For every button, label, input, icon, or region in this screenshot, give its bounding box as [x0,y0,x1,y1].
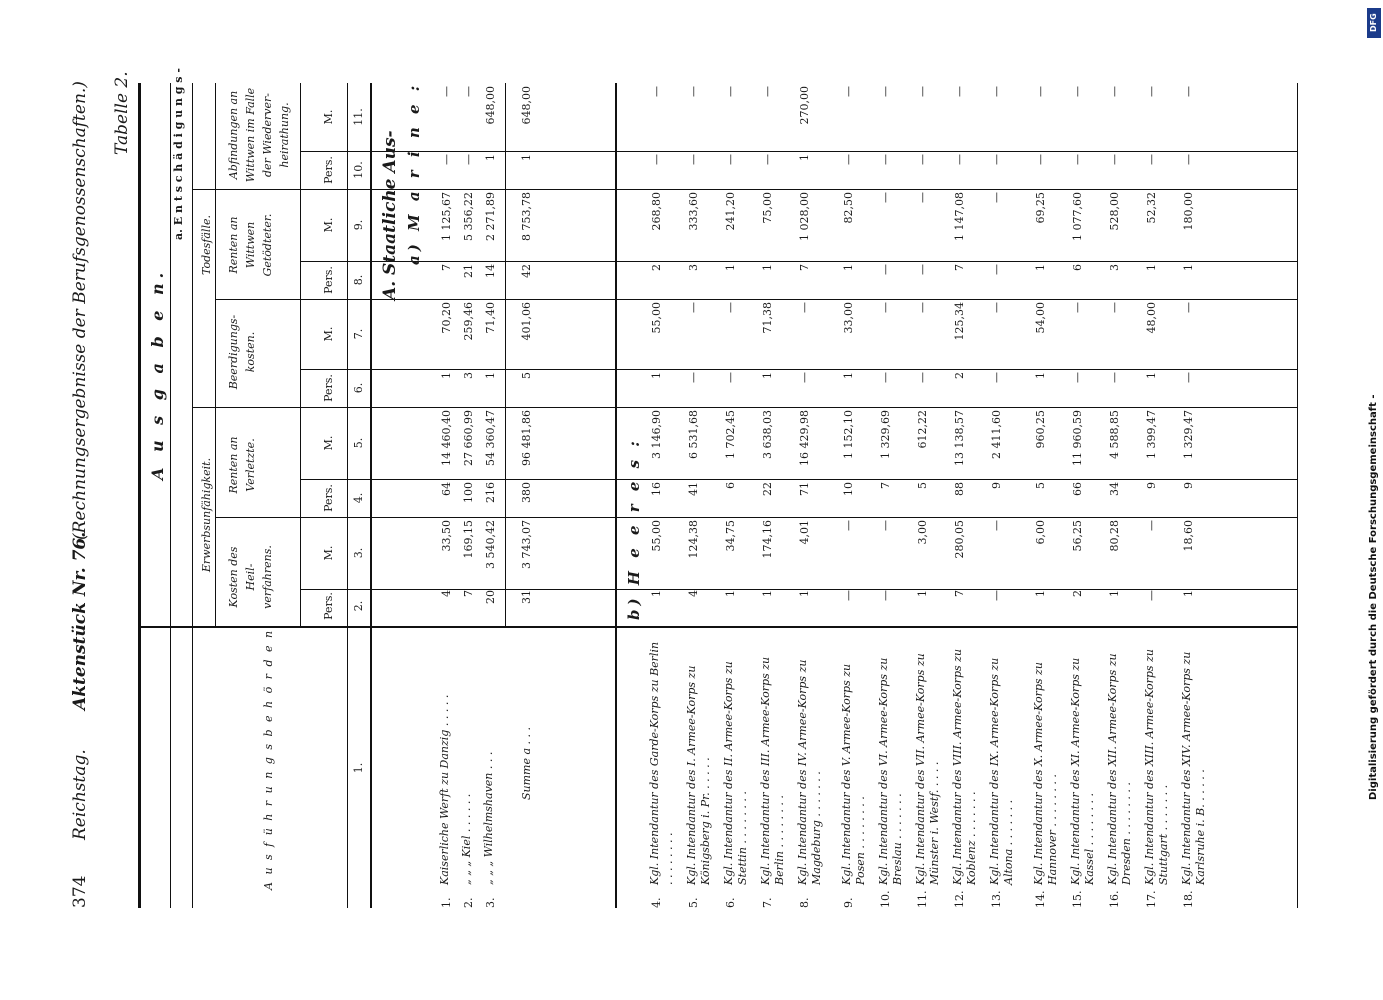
cell-c10: — [1034,154,1047,165]
cell-c5: 11 960,59 [1071,410,1084,466]
cell-c6: — [879,372,892,383]
cell-c2: — [879,590,892,601]
sum-label: Summe a . . . [520,726,533,800]
sum-c4: 380 [520,482,533,503]
colnum-1: 1. [352,762,365,774]
cell-c6: — [1108,372,1121,383]
cell-c6: — [916,372,929,383]
cell-c6: — [687,372,700,383]
row-label: Kgl. Intendantur des IX. Armee-Korps zu Altona . . . . . . . [988,657,1015,885]
cell-c3: 6,00 [1034,520,1047,545]
row-label: „ „ „ Kiel . . . . . . [460,793,473,885]
cell-c9: 1 028,00 [798,192,811,241]
cell-c5: 3 638,03 [761,410,774,459]
cell-c2: — [990,590,1003,601]
cell-c8: 14 [484,264,497,278]
cell-c7: 71,38 [761,302,774,334]
row-label: Kgl. Intendantur des VII. Armee-Korps zu Münster i. Westf. . . . . [914,653,941,885]
cell-c3: 3 540,42 [484,520,497,569]
cell-c8: 1 [1182,264,1195,271]
cell-c3: 34,75 [724,520,737,552]
cell-c7: 55,00 [650,302,663,334]
header-aktenstueck: Aktenstück Nr. 76. [70,531,90,710]
row-number: 17. [1145,890,1158,908]
todesfaelle-header: Todesfälle. [200,215,213,275]
cell-c9: — [990,192,1003,203]
cell-c5: 13 138,57 [953,410,966,466]
cell-c11: — [761,86,774,97]
dfg-logo: DFG [1367,8,1381,38]
row-label: Kgl. Intendantur des V. Armee-Korps zu Posen . . . . . . . . [840,663,867,885]
cell-c9: 1 077,60 [1071,192,1084,241]
cell-c7: 71,40 [484,302,497,334]
row-number: 5. [687,897,700,908]
col1-header: A u s f ü h r u n g s b e h ö r d e n [262,628,275,890]
cell-c11: — [650,86,663,97]
cell-c7: 70,20 [440,302,453,334]
cell-c8: — [990,264,1003,275]
cell-c10: — [724,154,737,165]
cell-c11: — [916,86,929,97]
cell-c11: — [1034,86,1047,97]
cell-c7: — [687,302,700,313]
rule-header-bottom [370,83,372,908]
cell-c5: 1 329,69 [879,410,892,459]
cell-c10: — [1108,154,1121,165]
row-number: 13. [990,890,1003,908]
cell-c2: 1 [916,590,929,597]
cell-c3: — [1145,520,1158,531]
row-label: „ „ „ Wilhelmshaven . . . [482,751,495,885]
cell-c11: — [724,86,737,97]
cell-c4: 16 [650,482,663,496]
ausgaben-heading: A u s g a b e n. [148,267,167,480]
cell-c6: — [990,372,1003,383]
page-number: 374 [70,875,90,908]
cell-c2: 1 [798,590,811,597]
cell-c8: — [916,264,929,275]
row-number: 16. [1108,890,1121,908]
cell-c5: 1 399,47 [1145,410,1158,459]
cell-c8: 21 [462,264,475,278]
beerdigung-header: Beerdigungs-kosten. [227,314,257,390]
cell-c8: — [879,264,892,275]
cell-c4: 6 [724,482,737,489]
cell-c10: 1 [798,154,811,161]
cell-c11: — [842,86,855,97]
colnum-3: 3. [352,547,365,559]
cell-c11: — [687,86,700,97]
row-label: Kgl. Intendantur des III. Armee-Korps zu Berlin . . . . . . . . [759,656,786,885]
row-number: 15. [1071,890,1084,908]
cell-c2: 4 [687,590,700,597]
cell-c10: — [953,154,966,165]
cell-c7: 33,00 [842,302,855,334]
cell-c2: 1 [650,590,663,597]
cell-c4: 10 [842,482,855,496]
cell-c4: 9 [990,482,1003,489]
header-reichstag: Reichstag. [70,749,90,840]
sum-c11: 648,00 [520,86,533,125]
renten-wittwen-header: Renten an Wittwen Getödteter. [227,213,274,277]
mark-c11: M. [322,109,335,125]
cell-c10: — [1071,154,1084,165]
row-label: Kgl. Intendantur des XIV. Armee-Korps zu Karlsruhe i. B. . . . . . [1180,651,1207,885]
cell-c10: — [440,154,453,165]
cell-c2: 1 [1182,590,1195,597]
cell-c9: 75,00 [761,192,774,224]
cell-c5: 1 329,47 [1182,410,1195,459]
cell-c6: — [798,372,811,383]
row-number: 4. [650,897,663,908]
cell-c2: 1 [724,590,737,597]
cell-c4: 22 [761,482,774,496]
cell-c5: 612,22 [916,410,929,449]
cell-c4: 216 [484,482,497,503]
colnum-6: 6. [352,382,365,394]
cell-c5: 27 660,99 [462,410,475,466]
cell-c4: 5 [1034,482,1047,489]
cell-c10: — [761,154,774,165]
cell-c4: 34 [1108,482,1121,496]
cell-c6: 1 [761,372,774,379]
cell-c5: 16 429,98 [798,410,811,466]
row-number: 10. [879,890,892,908]
row-label: Kgl. Intendantur des XIII. Armee-Korps zu Stuttgart . . . . . . . [1143,649,1170,885]
table-label: Tabelle 2. [112,71,132,155]
cell-c9: 82,50 [842,192,855,224]
mark-c7: M. [322,326,335,342]
sum-c7: 401,06 [520,302,533,341]
colnum-5: 5. [352,437,365,449]
sum-c2: 31 [520,590,533,604]
cell-c11: — [953,86,966,97]
cell-c6: 1 [1145,372,1158,379]
cell-c5: 54 360,47 [484,410,497,466]
rule-group [215,83,216,628]
row-number: 6. [724,897,737,908]
cell-c6: — [724,372,737,383]
cell-c4: 9 [1145,482,1158,489]
section-a-heading: A. Staatliche Aus- [380,130,400,300]
cell-c8: 1 [1034,264,1047,271]
row-label: Kgl. Intendantur des I. Armee-Korps zu Königsberg i. Pr. . . . . . [685,665,712,885]
sum-c3: 3 743,07 [520,520,533,569]
cell-c3: 18,60 [1182,520,1195,552]
cell-c6: 1 [440,372,453,379]
cell-c11: — [990,86,1003,97]
cell-c10: — [687,154,700,165]
cell-c9: 5 356,22 [462,192,475,241]
cell-c7: — [990,302,1003,313]
colnum-11: 11. [352,108,365,126]
rule-heer-top [615,83,617,908]
cell-c2: 20 [484,590,497,604]
sum-c9: 8 753,78 [520,192,533,241]
row-number: 7. [761,897,774,908]
cell-c5: 3 146,90 [650,410,663,459]
cell-c4: 88 [953,482,966,496]
cell-c7: — [1071,302,1084,313]
cell-c4: 5 [916,482,929,489]
mark-c5: M. [322,435,335,451]
rule-ausgaben [170,83,171,908]
cell-c5: 4 588,85 [1108,410,1121,459]
kosten-header: Kosten des Heil-verfahrens. [227,545,274,609]
cell-c9: 528,00 [1108,192,1121,231]
pers-c10: Pers. [322,156,335,184]
cell-c4: 66 [1071,482,1084,496]
row-number: 14. [1034,890,1047,908]
row-label: Kgl. Intendantur des VI. Armee-Korps zu Breslau . . . . . . . [877,657,904,885]
rule-c4 [300,479,1298,480]
cell-c10: — [462,154,475,165]
cell-c6: 1 [1034,372,1047,379]
abfindungen-header: Abfindungen an Wittwen im Falle der Wiederver-heirathung. [227,87,291,183]
rule-c3 [215,517,1298,518]
row-number: 18. [1182,890,1195,908]
cell-c2: 4 [440,590,453,597]
sum-c10: 1 [520,154,533,161]
colnum-8: 8. [352,274,365,286]
row-number: 1. [440,897,453,908]
colnum-2: 2. [352,600,365,612]
cell-c7: 125,34 [953,302,966,341]
rule-pers [300,83,301,628]
sum-c5: 96 481,86 [520,410,533,466]
cell-c10: 1 [484,154,497,161]
cell-c6: 3 [462,372,475,379]
cell-c9: 52,32 [1145,192,1158,224]
rule-c8 [300,261,1298,262]
mark-c9: M. [322,217,335,233]
cell-c10: — [842,154,855,165]
cell-c3: 56,25 [1071,520,1084,552]
cell-c3: 80,28 [1108,520,1121,552]
erwerbsunfaehigkeit-header: Erwerbsunfähigkeit. [200,457,213,573]
cell-c6: — [1182,372,1195,383]
cell-c10: — [650,154,663,165]
cell-c9: 241,20 [724,192,737,231]
cell-c6: 2 [953,372,966,379]
cell-c5: 960,25 [1034,410,1047,449]
cell-c3: — [842,520,855,531]
cell-c8: 3 [687,264,700,271]
cell-c6: — [1071,372,1084,383]
row-label: Kgl. Intendantur des XI. Armee-Korps zu Kassel . . . . . . . . [1069,657,1096,885]
cell-c5: 2 411,60 [990,410,1003,459]
digitization-note: Digitalisierung gefördert durch die Deutsche Forschungsgemeinschaft - [1368,394,1379,800]
entschaedigungs-heading: a. E n t s c h ä d i g u n g s - [172,68,185,240]
cell-c11: 270,00 [798,86,811,125]
row-label: Kaiserliche Werft zu Danzig . . . . . [438,694,451,885]
cell-c2: 1 [1034,590,1047,597]
cell-c11: — [1071,86,1084,97]
row-number: 12. [953,890,966,908]
cell-c6: 1 [484,372,497,379]
cell-c11: — [1145,86,1158,97]
row-label: Kgl. Intendantur des XII. Armee-Korps zu Dresden . . . . . . . . [1106,653,1133,885]
cell-c5: 1 702,45 [724,410,737,459]
rule-c7 [215,299,1298,300]
row-label: Kgl. Intendantur des Garde-Korps zu Berlin . . . . . . . . [648,641,675,885]
pers-c2: Pers. [322,592,335,620]
cell-c4: 7 [879,482,892,489]
cell-c10: — [990,154,1003,165]
rule-top-thick [138,83,141,908]
cell-c7: — [1182,302,1195,313]
cell-c2: 7 [953,590,966,597]
cell-c10: — [916,154,929,165]
cell-c10: — [1145,154,1158,165]
row-number: 9. [842,897,855,908]
cell-c9: 2 271,89 [484,192,497,241]
rule-summe [505,83,506,628]
sum-c8: 42 [520,264,533,278]
cell-c9: 180,00 [1182,192,1195,231]
cell-c7: — [1108,302,1121,313]
row-number: 2. [462,897,475,908]
cell-c3: 280,05 [953,520,966,559]
sum-c6: 5 [520,372,533,379]
cell-c3: 4,01 [798,520,811,545]
cell-c9: 1 147,08 [953,192,966,241]
cell-c8: 6 [1071,264,1084,271]
cell-c4: 100 [462,482,475,503]
cell-c8: 3 [1108,264,1121,271]
heeres-heading: b) H e e r e s : [625,437,643,620]
cell-c7: — [916,302,929,313]
colnum-10: 10. [352,161,365,179]
cell-c9: 1 125,67 [440,192,453,241]
cell-c8: 1 [842,264,855,271]
pers-c4: Pers. [322,484,335,512]
cell-c3: 3,00 [916,520,929,545]
cell-c4: 64 [440,482,453,496]
pers-c6: Pers. [322,374,335,402]
cell-c2: 2 [1071,590,1084,597]
cell-c4: 41 [687,482,700,496]
cell-c11: — [879,86,892,97]
cell-c11: — [1108,86,1121,97]
cell-c3: 33,50 [440,520,453,552]
rule-c6 [300,369,1298,370]
rule-c10 [300,151,1298,152]
cell-c7: — [798,302,811,313]
cell-c11: — [462,86,475,97]
cell-c8: 1 [1145,264,1158,271]
cell-c9: 268,80 [650,192,663,231]
cell-c3: 124,38 [687,520,700,559]
cell-c9: 69,25 [1034,192,1047,224]
cell-c3: 174,16 [761,520,774,559]
cell-c7: 48,00 [1145,302,1158,334]
row-number: 11. [916,890,929,908]
cell-c7: 259,46 [462,302,475,341]
cell-c11: — [440,86,453,97]
cell-c3: — [990,520,1003,531]
cell-c9: 333,60 [687,192,700,231]
cell-c9: — [916,192,929,203]
cell-c7: — [724,302,737,313]
cell-c3: — [879,520,892,531]
pers-c8: Pers. [322,266,335,294]
cell-c2: 1 [1108,590,1121,597]
cell-c11: — [1182,86,1195,97]
cell-c2: 7 [462,590,475,597]
cell-c8: 1 [761,264,774,271]
rule-bottom [1297,83,1298,908]
renten-verletzte-header: Renten an Verletzte. [227,436,257,494]
cell-c6: 1 [842,372,855,379]
cell-c8: 7 [798,264,811,271]
row-label: Kgl. Intendantur des II. Armee-Korps zu Stettin . . . . . . . . [722,661,749,885]
marine-heading: a) M a r i n e : [405,81,423,265]
row-number: 8. [798,897,811,908]
cell-c8: 1 [724,264,737,271]
cell-c7: 54,00 [1034,302,1047,334]
cell-c3: 169,15 [462,520,475,559]
header-subtitle: (Rechnungsergebnisse der Berufsgenossenschaften.) [70,81,90,540]
cell-c10: — [1182,154,1195,165]
cell-c5: 1 152,10 [842,410,855,459]
cell-c10: — [879,154,892,165]
row-label: Kgl. Intendantur des VIII. Armee-Korps zu Koblenz . . . . . . . [951,648,978,885]
mark-c3: M. [322,545,335,561]
cell-c2: — [1145,590,1158,601]
row-label: Kgl. Intendantur des X. Armee-Korps zu Hannover . . . . . . . . [1032,662,1059,885]
cell-c9: — [879,192,892,203]
cell-c4: 9 [1182,482,1195,489]
cell-c8: 2 [650,264,663,271]
cell-c6: 1 [650,372,663,379]
cell-c2: 1 [761,590,774,597]
colnum-4: 4. [352,492,365,504]
row-number: 3. [484,897,497,908]
row-label: Kgl. Intendantur des IV. Armee-Korps zu Magdeburg . . . . . . . [796,659,823,885]
cell-c3: 55,00 [650,520,663,552]
cell-c4: 71 [798,482,811,496]
cell-c11: 648,00 [484,86,497,125]
cell-c5: 6 531,68 [687,410,700,459]
cell-c2: — [842,590,855,601]
cell-c5: 14 460,40 [440,410,453,466]
rule-col1-right [138,626,1298,628]
rule-entschaedigung [192,83,193,908]
cell-c8: 7 [440,264,453,271]
colnum-7: 7. [352,328,365,340]
rule-colnum [347,83,348,908]
cell-c8: 7 [953,264,966,271]
cell-c7: — [879,302,892,313]
colnum-9: 9. [352,219,365,231]
